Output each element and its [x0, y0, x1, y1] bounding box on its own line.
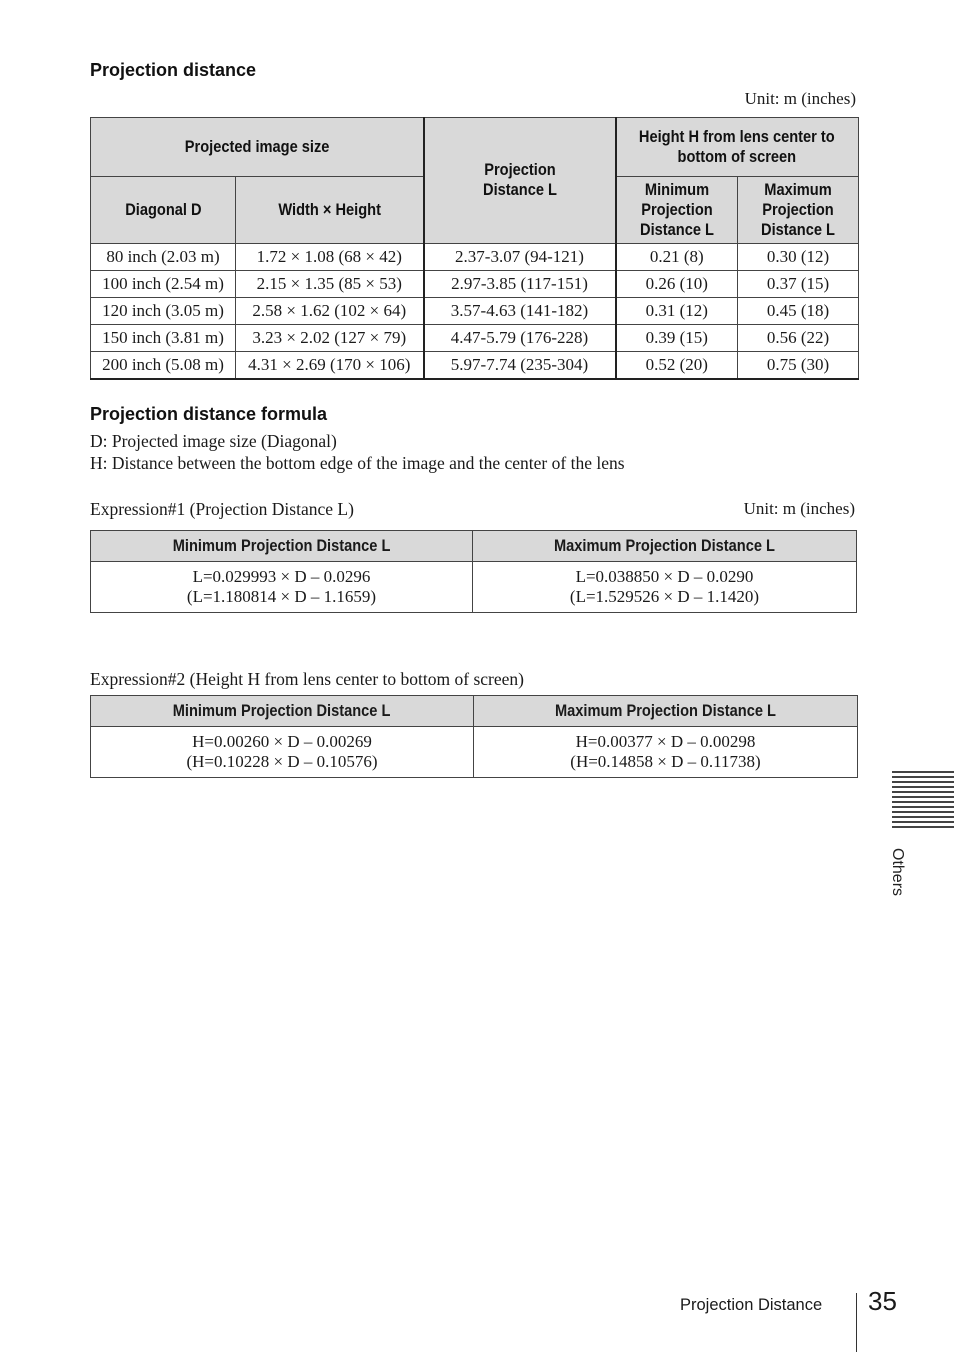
page-number: 35 [868, 1286, 897, 1316]
cell-distance: 5.97-7.74 (235-304) [424, 352, 616, 380]
cell-diagonal: 100 inch (2.54 m) [91, 271, 236, 298]
footer-section-title: Projection Distance [680, 1296, 823, 1314]
footer-divider [856, 1293, 857, 1352]
header-maximum-projection-distance: Maximum Projection Distance L [738, 177, 859, 244]
header-height-h: Height H from lens center to bottom of screen [616, 118, 859, 177]
side-tab-label: Others [889, 848, 906, 897]
cell-diagonal: 120 inch (3.05 m) [91, 298, 236, 325]
expression1-unit: Unit: m (inches) [743, 499, 855, 518]
expression1-min-formula: L=0.029993 × D – 0.0296 (L=1.180814 × D – 1.1659) [91, 562, 473, 613]
cell-height-min: 0.26 (10) [616, 271, 738, 298]
cell-width-height: 1.72 × 1.08 (68 × 42) [236, 244, 424, 271]
cell-height-max: 0.30 (12) [738, 244, 859, 271]
table-row [91, 325, 859, 352]
expression2-header-max: Maximum Projection Distance L [474, 696, 858, 727]
expression2-header-min: Minimum Projection Distance L [91, 696, 474, 727]
expression1-header-min: Minimum Projection Distance L [91, 531, 473, 562]
cell-height-min: 0.52 (20) [616, 352, 738, 380]
unit-label: Unit: m (inches) [744, 89, 856, 108]
expression2-table [90, 695, 858, 778]
expression2-min-formula: H=0.00260 × D – 0.00269 (H=0.10228 × D – 0.10576) [91, 727, 474, 778]
expression1-header-max: Maximum Projection Distance L [473, 531, 857, 562]
table-row [91, 352, 859, 380]
cell-height-min: 0.31 (12) [616, 298, 738, 325]
definition-d: D: Projected image size (Diagonal) [90, 431, 337, 451]
table-row [91, 298, 859, 325]
projection-distance-table [90, 117, 859, 380]
header-diagonal: Diagonal D [91, 177, 236, 244]
cell-distance: 2.97-3.85 (117-151) [424, 271, 616, 298]
cell-diagonal: 150 inch (3.81 m) [91, 325, 236, 352]
cell-height-min: 0.39 (15) [616, 325, 738, 352]
header-projection-distance: Projection Distance L [424, 118, 616, 244]
cell-distance: 3.57-4.63 (141-182) [424, 298, 616, 325]
expression1-table [90, 530, 857, 613]
definition-h: H: Distance between the bottom edge of the image and the center of the lens [90, 453, 625, 473]
expression1-max-formula: L=0.038850 × D – 0.0290 (L=1.529526 × D – 1.1420) [473, 562, 857, 613]
cell-distance: 2.37-3.07 (94-121) [424, 244, 616, 271]
header-projected-image-size: Projected image size [91, 118, 424, 177]
cell-diagonal: 200 inch (5.08 m) [91, 352, 236, 380]
cell-height-min: 0.21 (8) [616, 244, 738, 271]
header-minimum-projection-distance: Minimum Projection Distance L [616, 177, 738, 244]
cell-height-max: 0.75 (30) [738, 352, 859, 380]
cell-diagonal: 80 inch (2.03 m) [91, 244, 236, 271]
header-width-height: Width × Height [236, 177, 424, 244]
section-heading-formula: Projection distance formula [90, 404, 328, 424]
side-tab-stripes [892, 771, 954, 831]
cell-width-height: 3.23 × 2.02 (127 × 79) [236, 325, 424, 352]
table-row [91, 271, 859, 298]
cell-height-max: 0.37 (15) [738, 271, 859, 298]
table-row [91, 244, 859, 271]
cell-height-max: 0.45 (18) [738, 298, 859, 325]
section-heading-projection-distance: Projection distance [90, 60, 257, 80]
cell-distance: 4.47-5.79 (176-228) [424, 325, 616, 352]
cell-width-height: 2.58 × 1.62 (102 × 64) [236, 298, 424, 325]
cell-height-max: 0.56 (22) [738, 325, 859, 352]
expression2-max-formula: H=0.00377 × D – 0.00298 (H=0.14858 × D – 0.11738) [474, 727, 858, 778]
cell-width-height: 2.15 × 1.35 (85 × 53) [236, 271, 424, 298]
cell-width-height: 4.31 × 2.69 (170 × 106) [236, 352, 424, 380]
expression2-title: Expression#2 (Height H from lens center to bottom of screen) [90, 669, 524, 689]
expression1-title: Expression#1 (Projection Distance L) [90, 499, 354, 519]
